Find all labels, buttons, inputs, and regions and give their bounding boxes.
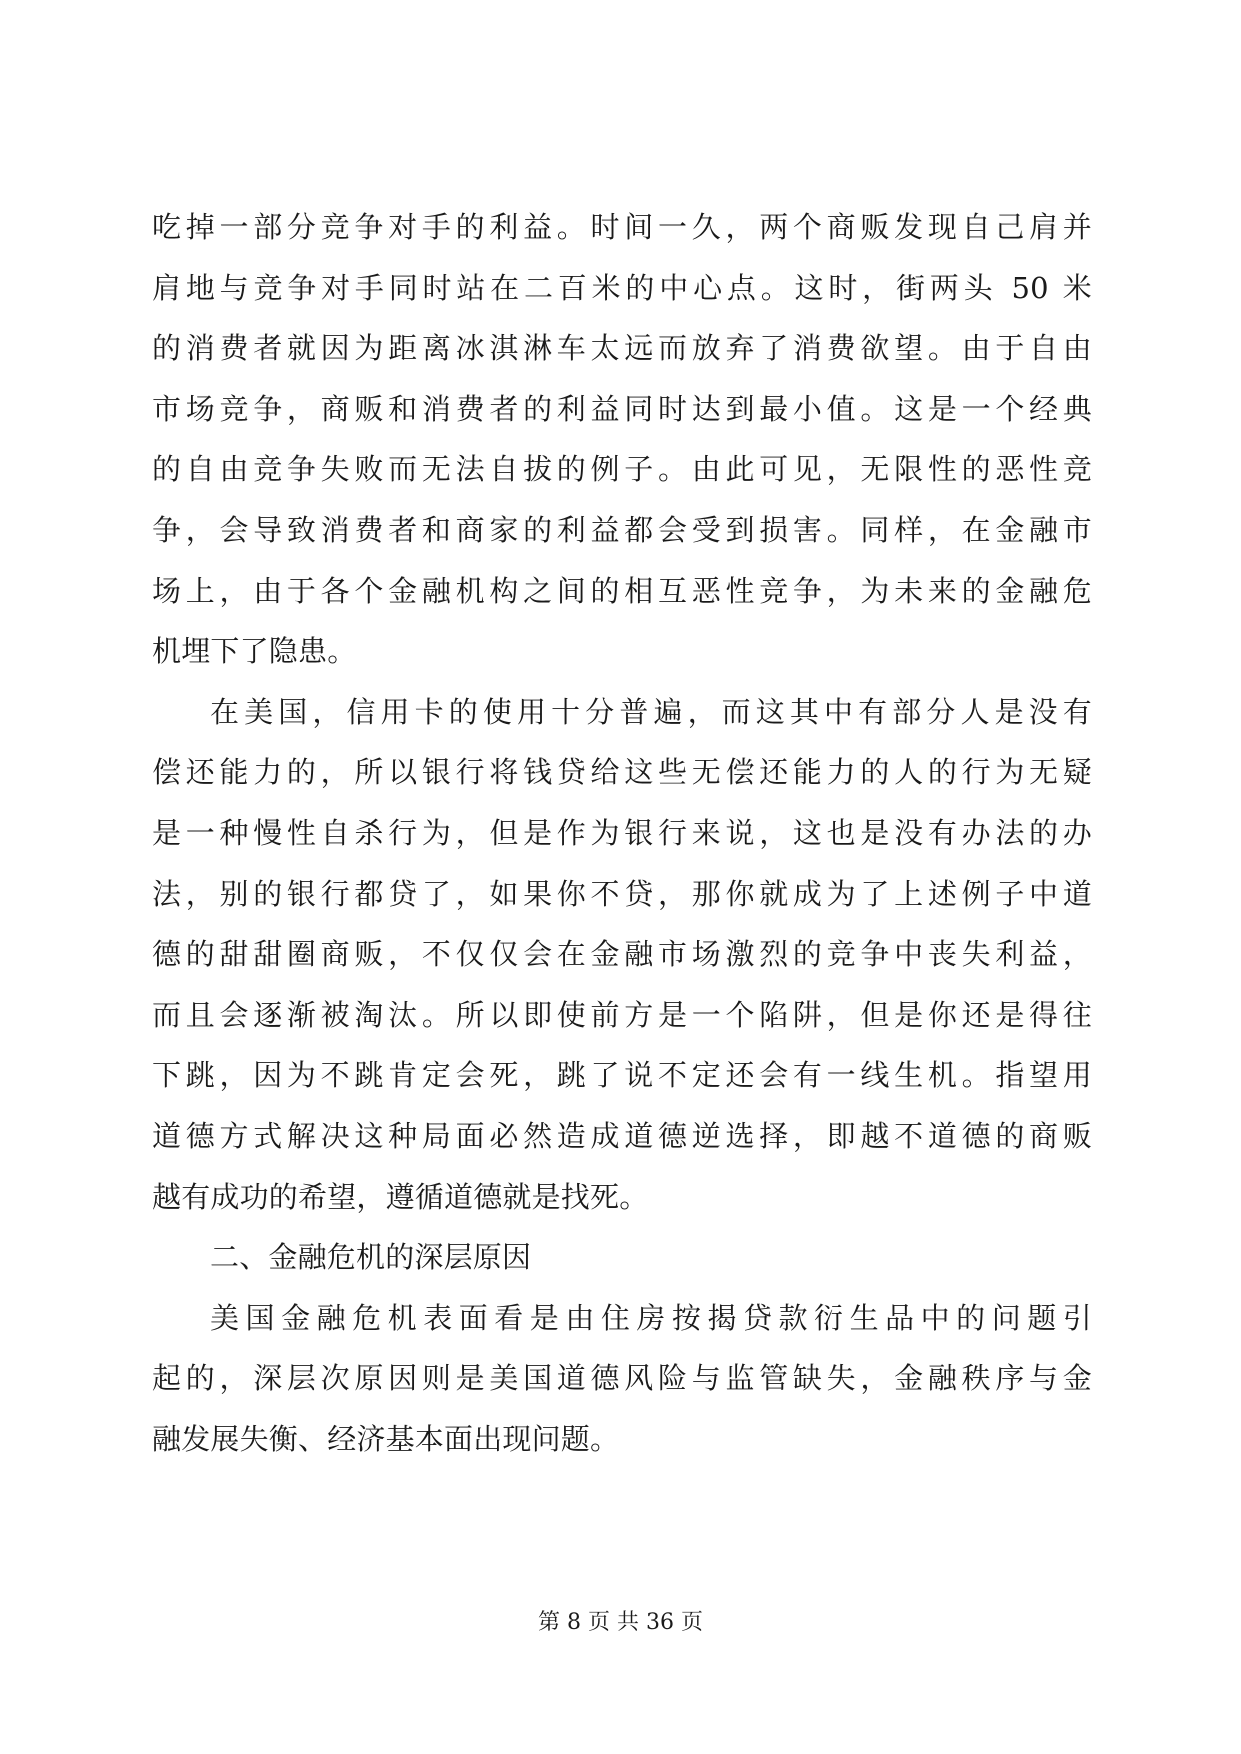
text-line: 美国金融危机表面看是由住房按揭贷款衍生品中的问题引	[210, 1300, 1092, 1335]
text-line: 下跳，因为不跳肯定会死，跳了说不定还会有一线生机。指望用	[152, 1058, 1092, 1093]
text-line: 起的，深层次原因则是美国道德风险与监管缺失，金融秩序与金	[152, 1361, 1092, 1396]
document-body	[152, 197, 1092, 1469]
text-line: 在美国，信用卡的使用十分普遍，而这其中有部分人是没有	[210, 694, 1092, 729]
text-line: 市场竞争，商贩和消费者的利益同时达到最小值。这是一个经典	[152, 391, 1092, 426]
text-line: 争，会导致消费者和商家的利益都会受到损害。同样，在金融市	[152, 512, 1092, 547]
paragraph	[152, 197, 1092, 682]
text-line: 的消费者就因为距离冰淇淋车太远而放弃了消费欲望。由于自由	[152, 331, 1092, 366]
text-line: 机埋下了隐患。	[152, 634, 357, 669]
text-line: 是一种慢性自杀行为，但是作为银行来说，这也是没有办法的办	[152, 815, 1092, 850]
text-line: 越有成功的希望，遵循道德就是找死。	[152, 1179, 649, 1214]
text-line: 的自由竞争失败而无法自拔的例子。由此可见，无限性的恶性竞	[152, 452, 1092, 487]
text-line: 德的甜甜圈商贩，不仅仅会在金融市场激烈的竞争中丧失利益，	[152, 937, 1092, 972]
text-line: 二、金融危机的深层原因	[210, 1240, 532, 1275]
text-line: 法，别的银行都贷了，如果你不贷，那你就成为了上述例子中道	[152, 876, 1092, 911]
text-line: 场上，由于各个金融机构之间的相互恶性竞争，为未来的金融危	[152, 573, 1092, 608]
text-line: 融发展失衡、经济基本面出现问题。	[152, 1421, 620, 1456]
text-line: 吃掉一部分竞争对手的利益。时间一久，两个商贩发现自己肩并	[152, 210, 1092, 244]
page-footer: 第 8 页 共 36 页	[538, 1610, 703, 1635]
text-line: 而且会逐渐被淘汰。所以即使前方是一个陷阱，但是你还是得往	[152, 997, 1092, 1032]
text-line: 肩地与竞争对手同时站在二百米的中心点。这时，街两头 50 米	[152, 270, 1092, 305]
paragraph	[152, 1227, 1092, 1288]
text-line: 道德方式解决这种局面必然造成道德逆选择，即越不道德的商贩	[152, 1118, 1092, 1153]
paragraph	[152, 1288, 1092, 1470]
text-line: 偿还能力的，所以银行将钱贷给这些无偿还能力的人的行为无疑	[152, 755, 1092, 790]
paragraph	[152, 682, 1092, 1227]
